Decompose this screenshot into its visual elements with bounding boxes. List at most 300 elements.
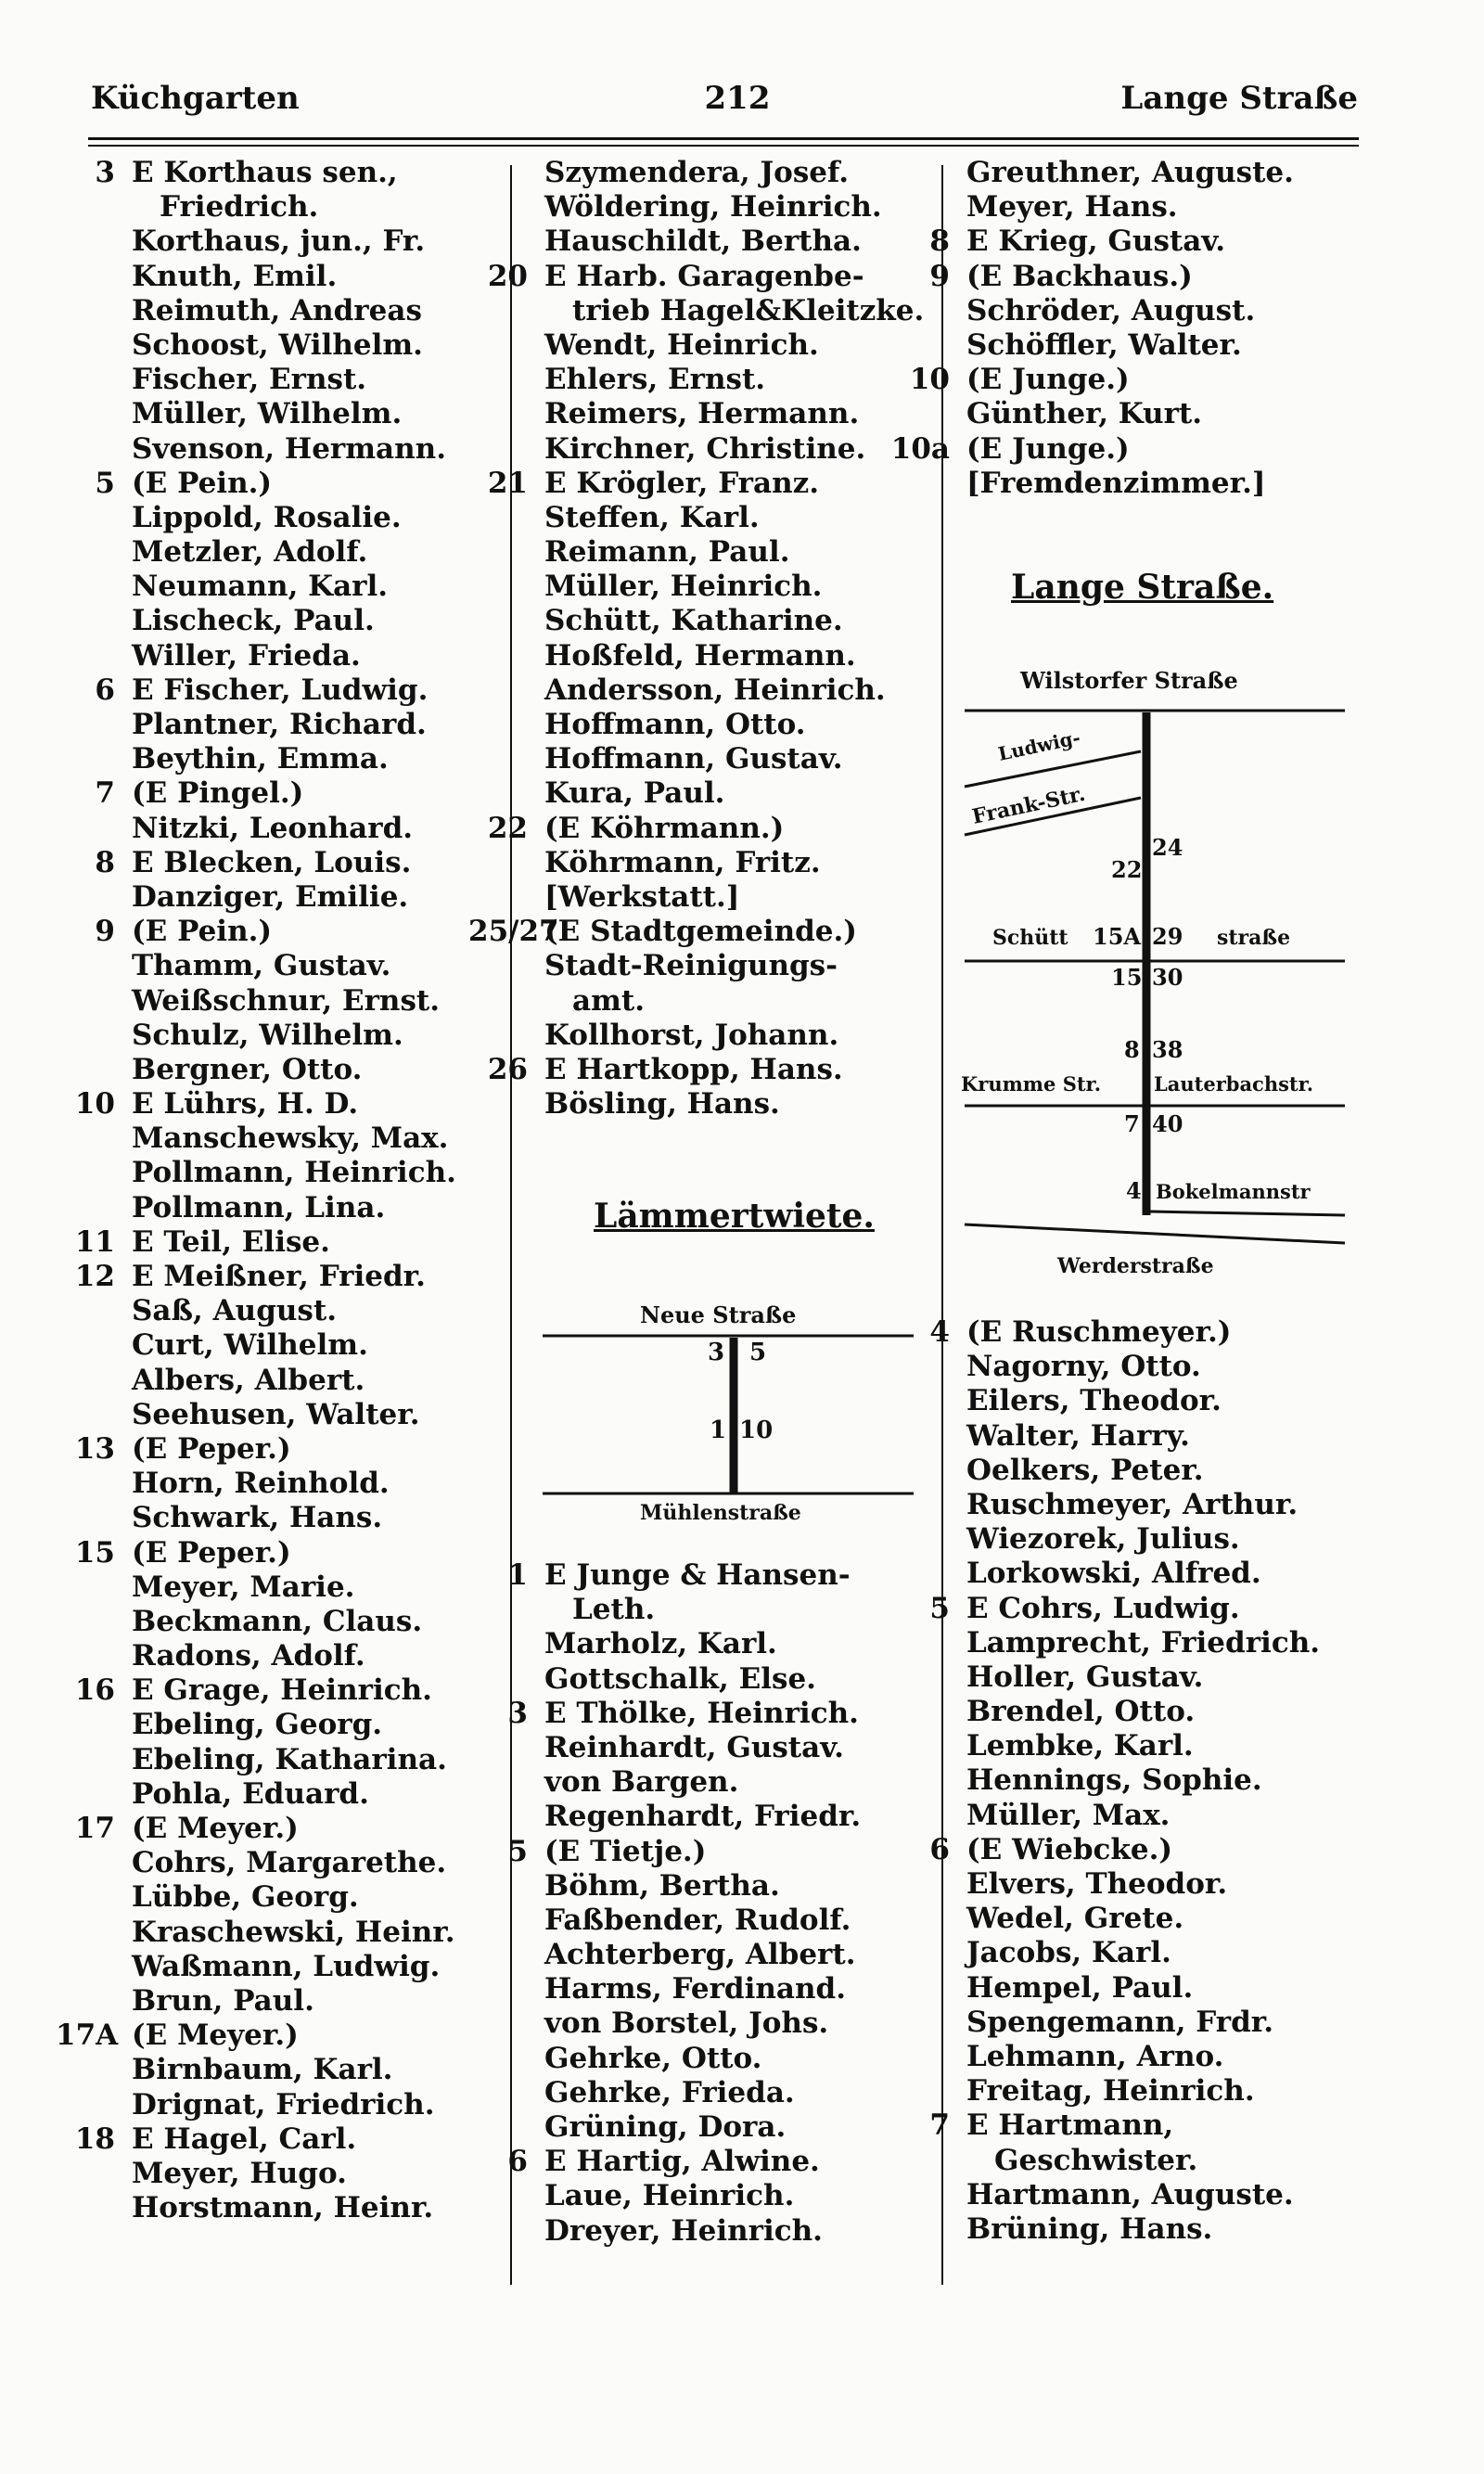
- resident-name: Hoffmann, Gustav.: [544, 742, 843, 776]
- resident-name: (E Pingel.): [132, 776, 304, 811]
- resident-name: Hauschildt, Bertha.: [544, 224, 862, 259]
- directory-entry: [468, 1869, 932, 1904]
- directory-entry: [890, 1971, 1354, 2006]
- map-num-29: 29: [1152, 923, 1183, 950]
- directory-entry: [56, 742, 501, 776]
- house-number: 5: [507, 1834, 528, 1868]
- resident-name: E Hartmann,: [966, 2109, 1174, 2143]
- house-number: 12: [74, 1260, 115, 1293]
- directory-entry: [468, 2214, 932, 2249]
- directory-entry: [890, 2109, 1354, 2143]
- resident-name: Friedrich.: [160, 190, 319, 224]
- resident-name: Hempel, Paul.: [966, 1970, 1194, 2005]
- directory-entry: [56, 397, 501, 431]
- directory-entry: [56, 1122, 501, 1156]
- directory-entry: [890, 260, 1354, 294]
- directory-entry: [468, 432, 932, 467]
- directory-entry: [56, 1708, 501, 1742]
- directory-entry: [468, 776, 932, 811]
- map-num-38: 38: [1152, 1036, 1183, 1063]
- resident-name: Dreyer, Heinrich.: [544, 2213, 823, 2248]
- house-number: 21: [487, 466, 528, 500]
- resident-name: Ebeling, Katharina.: [132, 1742, 447, 1776]
- directory-entry: [56, 432, 501, 467]
- resident-name: (E Wiebcke.): [966, 1832, 1173, 1866]
- directory-entry: [890, 1315, 1354, 1350]
- directory-entry: [468, 1627, 932, 1661]
- house-number: 11: [74, 1224, 115, 1259]
- directory-entry: [56, 1950, 501, 1984]
- directory-entry: [468, 1731, 932, 1765]
- resident-name: Schulz, Wilhelm.: [132, 1018, 403, 1052]
- directory-entry: [468, 639, 932, 673]
- house-number: 25/27: [468, 915, 559, 949]
- directory-entry: [890, 190, 1354, 224]
- house-number: 18: [74, 2121, 115, 2156]
- directory-entry: [56, 1398, 501, 1432]
- house-number: 6: [929, 1832, 950, 1866]
- page-number: 212: [704, 80, 771, 117]
- resident-name: (E Tietje.): [544, 1834, 707, 1868]
- resident-name: Reimers, Hermann.: [544, 397, 860, 431]
- directory-entry: [890, 1557, 1354, 1591]
- header-rule-top: [88, 137, 1359, 140]
- resident-name: Brüning, Hans.: [966, 2211, 1213, 2246]
- directory-entry: [56, 1294, 501, 1328]
- resident-name: Müller, Heinrich.: [544, 570, 823, 604]
- directory-entry: [468, 328, 932, 363]
- directory-entry: [890, 2212, 1354, 2247]
- map-top-street-label: Neue Straße: [640, 1301, 797, 1328]
- resident-name: E Krieg, Gustav.: [966, 224, 1226, 259]
- resident-name: Pohla, Eduard.: [132, 1776, 369, 1811]
- resident-name: trieb Hagel&Kleitzke.: [572, 293, 925, 327]
- resident-name: Nitzki, Leonhard.: [132, 811, 414, 845]
- directory-entry: [468, 2110, 932, 2145]
- directory-entry: [56, 1053, 501, 1087]
- resident-name: Saß, August.: [132, 1294, 337, 1328]
- map-num-40: 40: [1152, 1110, 1183, 1137]
- resident-name: Steffen, Karl.: [544, 500, 760, 534]
- resident-name: von Bargen.: [544, 1765, 739, 1800]
- resident-name: Neumann, Karl.: [132, 570, 389, 604]
- directory-entry: [56, 2019, 501, 2053]
- resident-name: Oelkers, Peter.: [966, 1453, 1204, 1487]
- directory-entry: [468, 1593, 932, 1627]
- resident-name: Schröder, August.: [966, 293, 1256, 327]
- directory-entry: [468, 397, 932, 431]
- column-2-lower: [468, 1558, 932, 2249]
- resident-name: Ebeling, Georg.: [132, 1708, 383, 1742]
- resident-name: Grüning, Dora.: [544, 2110, 787, 2144]
- directory-entry: [56, 776, 501, 811]
- map-num-22: 22: [1111, 856, 1143, 883]
- resident-name: Seehusen, Walter.: [132, 1397, 420, 1431]
- directory-entry: [890, 467, 1354, 501]
- resident-name: Fischer, Ernst.: [132, 363, 367, 397]
- resident-name: Schöffler, Walter.: [966, 327, 1242, 362]
- directory-entry: [468, 1558, 932, 1593]
- column-1: [56, 156, 501, 2225]
- resident-name: Kraschewski, Heinr.: [132, 1915, 455, 1949]
- house-number: 10: [74, 1087, 115, 1122]
- directory-entry: [56, 501, 501, 535]
- directory-entry: [56, 1743, 501, 1777]
- directory-entry: [56, 673, 501, 708]
- header-left-street: Küchgarten: [91, 80, 300, 117]
- resident-name: Böhm, Bertha.: [544, 1868, 780, 1903]
- directory-entry: [468, 2042, 932, 2076]
- directory-entry: [890, 294, 1354, 328]
- directory-entry: [56, 708, 501, 742]
- directory-entry: [56, 467, 501, 501]
- resident-name: Marholz, Karl.: [544, 1627, 777, 1661]
- lange-strasse-street-map: [955, 649, 1363, 1289]
- resident-name: Bösling, Hans.: [544, 1087, 780, 1122]
- directory-entry: [56, 190, 501, 224]
- directory-entry: [56, 880, 501, 915]
- directory-entry: [468, 2179, 932, 2213]
- resident-name: Curt, Wilhelm.: [132, 1328, 368, 1363]
- resident-name: (E Pein.): [132, 915, 273, 949]
- resident-name: Reinhardt, Gustav.: [544, 1730, 844, 1764]
- directory-entry: [468, 1938, 932, 1972]
- directory-entry: [468, 363, 932, 397]
- directory-entry: [468, 742, 932, 776]
- resident-name: E Meißner, Friedr.: [132, 1260, 426, 1293]
- resident-name: Metzler, Adolf.: [132, 535, 368, 570]
- directory-entry: [468, 1972, 932, 2006]
- resident-name: Regenhardt, Friedr.: [544, 1800, 862, 1834]
- laemmertwiete-street-map: [533, 1289, 923, 1521]
- resident-name: Gehrke, Otto.: [544, 2041, 762, 2075]
- directory-entry: [890, 328, 1354, 363]
- resident-name: E Teil, Elise.: [132, 1224, 330, 1259]
- resident-name: Drignat, Friedrich.: [132, 2087, 435, 2121]
- map-wilstorfer-label: Wilstorfer Straße: [1020, 667, 1238, 694]
- directory-entry: [468, 156, 932, 190]
- resident-name: Harms, Ferdinand.: [544, 1972, 847, 2006]
- directory-entry: [890, 432, 1354, 467]
- directory-entry: [56, 1225, 501, 1260]
- resident-name: Reimuth, Andreas: [132, 293, 422, 327]
- resident-name: Ruschmeyer, Arthur.: [966, 1487, 1298, 1521]
- column-3: [890, 156, 1354, 501]
- directory-entry: [890, 363, 1354, 397]
- directory-entry: [56, 1812, 501, 1846]
- resident-name: Köhrmann, Fritz.: [544, 845, 821, 879]
- resident-name: Holler, Gustav.: [966, 1660, 1204, 1694]
- directory-entry: [56, 812, 501, 846]
- resident-name: E Lührs, H. D.: [132, 1087, 359, 1122]
- directory-entry: [56, 363, 501, 397]
- resident-name: Gehrke, Frieda.: [544, 2075, 795, 2109]
- directory-entry: [890, 1799, 1354, 1833]
- house-number: 20: [487, 259, 528, 293]
- directory-entry: [56, 1777, 501, 1812]
- directory-entry: [890, 1867, 1354, 1902]
- resident-name: Weißschnur, Ernst.: [132, 983, 441, 1018]
- directory-entry: [56, 1191, 501, 1225]
- map-bokelmann-label: Bokelmannstr: [1156, 1180, 1311, 1203]
- resident-name: Szymendera, Josef.: [544, 156, 850, 189]
- directory-entry: [890, 156, 1354, 190]
- resident-name: (E Meyer.): [132, 1812, 299, 1845]
- directory-entry: [56, 1260, 501, 1294]
- resident-name: Spengemann, Frdr.: [966, 2005, 1274, 2039]
- map-num-10: 10: [739, 1416, 774, 1444]
- directory-entry: [468, 915, 932, 949]
- directory-entry: [56, 1087, 501, 1122]
- directory-entry: [890, 1488, 1354, 1522]
- resident-name: [Fremdenzimmer.]: [966, 466, 1266, 500]
- column-2: [468, 156, 932, 1122]
- directory-entry: [56, 2122, 501, 2157]
- resident-name: Gottschalk, Else.: [544, 1661, 816, 1696]
- resident-name: (E Pein.): [132, 466, 273, 500]
- directory-entry: [890, 2144, 1354, 2178]
- resident-name: Albers, Albert.: [132, 1363, 365, 1397]
- resident-name: E Grage, Heinrich.: [132, 1673, 432, 1708]
- resident-name: Eilers, Theodor.: [966, 1384, 1222, 1418]
- resident-name: Birnbaum, Karl.: [132, 2053, 393, 2087]
- directory-entry: [56, 1880, 501, 1915]
- map-num-3: 3: [708, 1339, 725, 1366]
- map-ludwig-line: [965, 751, 1141, 787]
- resident-name: Leth.: [572, 1593, 656, 1627]
- directory-entry: [56, 1673, 501, 1708]
- directory-entry: [56, 294, 501, 328]
- directory-entry: [468, 1697, 932, 1731]
- resident-name: Geschwister.: [994, 2143, 1198, 2177]
- house-number: 17A: [56, 2019, 119, 2053]
- resident-name: Wiezorek, Julius.: [966, 1522, 1240, 1557]
- resident-name: E Krögler, Franz.: [544, 466, 820, 500]
- resident-name: Brendel, Otto.: [966, 1695, 1196, 1729]
- resident-name: E Fischer, Ludwig.: [132, 673, 429, 707]
- house-number: 6: [95, 673, 115, 707]
- directory-entry: [468, 501, 932, 535]
- directory-entry: [56, 2088, 501, 2122]
- directory-entry: [468, 1800, 932, 1834]
- house-number: 13: [74, 1431, 115, 1466]
- resident-name: Beckmann, Claus.: [132, 1604, 423, 1638]
- header-right-street: Lange Straße: [1120, 80, 1358, 117]
- resident-name: (E Stadtgemeinde.): [544, 915, 857, 949]
- house-number: 3: [95, 156, 115, 189]
- directory-entry: [56, 1432, 501, 1467]
- resident-name: Lippold, Rosalie.: [132, 500, 402, 534]
- directory-entry: [468, 570, 932, 604]
- resident-name: (E Peper.): [132, 1431, 291, 1466]
- map-num-1: 1: [710, 1416, 727, 1444]
- resident-name: Andersson, Heinrich.: [544, 673, 886, 707]
- resident-name: Svenson, Hermann.: [132, 431, 447, 466]
- resident-name: Stadt-Reinigungs-: [544, 949, 838, 983]
- resident-name: Laue, Heinrich.: [544, 2179, 795, 2213]
- directory-entry: [56, 915, 501, 949]
- resident-name: Beythin, Emma.: [132, 742, 389, 776]
- directory-entry: [56, 639, 501, 673]
- resident-name: E Hagel, Carl.: [132, 2121, 357, 2156]
- directory-entry: [890, 1936, 1354, 1970]
- resident-name: (E Peper.): [132, 1535, 291, 1570]
- directory-entry: [468, 880, 932, 915]
- resident-name: E Cohrs, Ludwig.: [966, 1591, 1240, 1625]
- map-werder-line: [965, 1224, 1345, 1243]
- directory-entry: [468, 949, 932, 983]
- resident-name: (E Junge.): [966, 431, 1130, 466]
- resident-name: Achterberg, Albert.: [544, 1938, 856, 1972]
- directory-entry: [56, 2191, 501, 2225]
- directory-entry: [890, 1522, 1354, 1557]
- resident-name: Faßbender, Rudolf.: [544, 1903, 851, 1937]
- resident-name: (E Backhaus.): [966, 259, 1193, 293]
- resident-name: Meyer, Marie.: [132, 1570, 355, 1604]
- directory-entry: [56, 1156, 501, 1190]
- map-bokelmann-line: [1150, 1211, 1345, 1215]
- directory-entry: [890, 2040, 1354, 2074]
- house-number: 15: [74, 1535, 115, 1570]
- directory-entry: [890, 2006, 1354, 2040]
- directory-entry: [468, 224, 932, 259]
- directory-entry: [468, 467, 932, 501]
- resident-name: E Blecken, Louis.: [132, 845, 412, 879]
- resident-name: (E Köhrmann.): [544, 811, 785, 845]
- directory-entry: [56, 1984, 501, 2019]
- resident-name: Wedel, Grete.: [966, 1902, 1184, 1936]
- resident-name: Horstmann, Heinr.: [132, 2191, 434, 2225]
- directory-entry: [468, 2076, 932, 2110]
- resident-name: Cohrs, Margarethe.: [132, 1846, 447, 1880]
- resident-name: Jacobs, Karl.: [966, 1936, 1171, 1970]
- section-heading-laemmertwiete: Lämmertwiete.: [594, 1197, 875, 1236]
- resident-name: (E Junge.): [966, 363, 1130, 397]
- directory-entry: [56, 1536, 501, 1570]
- house-number: 26: [487, 1052, 528, 1086]
- directory-entry: [890, 1592, 1354, 1626]
- directory-entry: [890, 1660, 1354, 1695]
- directory-entry: [56, 604, 501, 638]
- map-num-15: 15: [1111, 964, 1143, 991]
- resident-name: Hennings, Sophie.: [966, 1763, 1262, 1798]
- directory-entry: [468, 604, 932, 638]
- directory-entry: [56, 2157, 501, 2191]
- resident-name: Hoßfeld, Hermann.: [544, 638, 856, 673]
- house-number: 8: [95, 845, 115, 879]
- house-number: 17: [74, 1812, 115, 1845]
- resident-name: Meyer, Hugo.: [132, 2156, 347, 2190]
- resident-name: Wendt, Heinrich.: [544, 327, 819, 362]
- resident-name: Nagorny, Otto.: [966, 1350, 1201, 1384]
- resident-name: amt.: [572, 983, 645, 1018]
- resident-name: Lorkowski, Alfred.: [966, 1557, 1261, 1591]
- directory-entry: [56, 1846, 501, 1880]
- resident-name: Walter, Harry.: [966, 1418, 1190, 1453]
- house-number: 4: [929, 1315, 950, 1349]
- directory-entry: [468, 190, 932, 224]
- directory-entry: [56, 260, 501, 294]
- resident-name: Günther, Kurt.: [966, 397, 1203, 431]
- resident-name: Kirchner, Christine.: [544, 431, 866, 466]
- section-heading-lange-strasse: Lange Straße.: [1011, 568, 1274, 607]
- directory-entry: [890, 1384, 1354, 1418]
- house-number: 10: [909, 363, 950, 397]
- directory-entry: [56, 1501, 501, 1535]
- resident-name: Greuthner, Auguste.: [966, 156, 1294, 189]
- house-number: 9: [95, 915, 115, 949]
- directory-entry: [890, 2074, 1354, 2109]
- resident-name: Willer, Frieda.: [132, 638, 361, 673]
- directory-entry: [890, 224, 1354, 259]
- house-number: 7: [929, 2109, 950, 2143]
- directory-entry: [56, 1570, 501, 1605]
- map-num-30: 30: [1152, 964, 1183, 991]
- resident-name: Meyer, Hans.: [966, 190, 1178, 224]
- directory-entry: [890, 1833, 1354, 1867]
- house-number: 22: [487, 811, 528, 845]
- resident-name: Korthaus, jun., Fr.: [132, 224, 426, 259]
- resident-name: Radons, Adolf.: [132, 1639, 365, 1673]
- house-number: 6: [507, 2145, 528, 2179]
- resident-name: Manschewsky, Max.: [132, 1122, 449, 1156]
- directory-entry: [468, 812, 932, 846]
- house-number: 10a: [890, 431, 950, 466]
- resident-name: Thamm, Gustav.: [132, 949, 391, 983]
- directory-entry: [468, 1765, 932, 1800]
- map-num-5: 5: [749, 1339, 767, 1366]
- directory-entry: [468, 984, 932, 1019]
- directory-entry: [56, 949, 501, 983]
- directory-entry: [890, 1763, 1354, 1798]
- house-number: 16: [74, 1673, 115, 1708]
- directory-entry: [468, 1053, 932, 1087]
- house-number: 9: [929, 259, 950, 293]
- resident-name: Knuth, Emil.: [132, 259, 338, 293]
- resident-name: Schütt, Katharine.: [544, 604, 843, 638]
- resident-name: Freitag, Heinrich.: [966, 2074, 1255, 2109]
- map-num-24: 24: [1152, 834, 1183, 861]
- directory-entry: [890, 1695, 1354, 1729]
- directory-entry: [56, 984, 501, 1019]
- resident-name: Hoffmann, Otto.: [544, 708, 806, 741]
- directory-entry: [890, 1729, 1354, 1763]
- house-number: 7: [95, 776, 115, 811]
- resident-name: Plantner, Richard.: [132, 708, 427, 741]
- directory-entry: [56, 1639, 501, 1673]
- resident-name: Wöldering, Heinrich.: [544, 190, 882, 224]
- directory-entry: [56, 570, 501, 604]
- resident-name: E Harb. Garagenbe-: [544, 259, 864, 293]
- map-num-7: 7: [1124, 1110, 1140, 1137]
- directory-entry: [56, 328, 501, 363]
- directory-entry: [890, 1454, 1354, 1488]
- map-num-15a: 15A: [1093, 923, 1142, 950]
- resident-name: E Junge & Hansen-: [544, 1558, 851, 1592]
- directory-entry: [890, 397, 1354, 431]
- directory-entry: [468, 535, 932, 570]
- resident-name: Müller, Max.: [966, 1798, 1171, 1832]
- resident-name: Elvers, Theodor.: [966, 1867, 1228, 1901]
- map-num-4: 4: [1126, 1177, 1142, 1204]
- resident-name: Schwark, Hans.: [132, 1501, 383, 1535]
- resident-name: Lübbe, Georg.: [132, 1880, 359, 1915]
- resident-name: Lembke, Karl.: [966, 1729, 1194, 1763]
- resident-name: [Werkstatt.]: [544, 879, 740, 914]
- directory-entry: [56, 156, 501, 190]
- resident-name: Lamprecht, Friedrich.: [966, 1625, 1321, 1660]
- directory-entry: [468, 260, 932, 294]
